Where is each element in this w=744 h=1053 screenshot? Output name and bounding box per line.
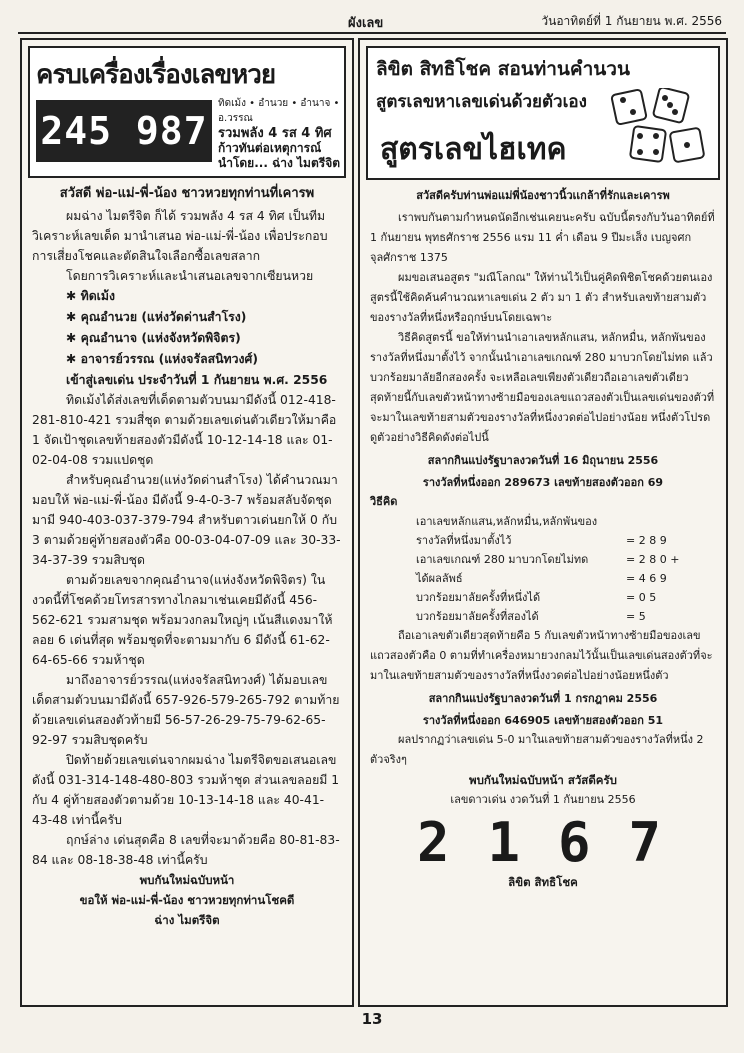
calc-label: เอาเลขเกณฑ์ 280 มาบวกโดยไม่ทด (416, 553, 589, 566)
calc-value: = 4 6 9 (626, 572, 667, 585)
lottery-result: รางวัลที่หนึ่งออก 289673 เลขท้ายสองตัวออก 69 (422, 476, 664, 489)
calc-label: เอาเลขหลักแสน,หลักหมื่น,หลักพันของ (416, 515, 598, 528)
banner-line-3: ก้าวทันต่อเหตุการณ์ (218, 141, 322, 155)
right-article (360, 186, 726, 892)
star-number-caption: เลขดาวเด่น งวดวันที่ 1 กันยายน 2556 (450, 793, 636, 806)
lottery-result: รางวัลที่หนึ่งออก 646905 เลขท้ายสองตัวออก 51 (422, 714, 664, 727)
list-item: ✱ อาจารย์วรรณ (แห่งจรัลสนิทวงศ์) (66, 349, 342, 370)
lottery-result: สลากกินแบ่งรัฐบาลงวดวันที่ 1 กรกฎาคม 2556 (428, 692, 658, 705)
paragraph: ปิดท้ายด้วยเลขเด่นจากผมฉ่าง ไมตรีจิตขอเสนอเลขดังนี้ 031-314-148-480-803 รวมห้าชุด ส่วนเลขลอยมี 1 กับ 4 คู่ท้ายสองตัวตามด้วย 10-13-14-18 และ 40-41-43-48 เท่านี้ครับ (32, 753, 340, 827)
paragraph: ตามด้วยเลขจากคุณอำนาจ(แห่งจังหวัดพิจิตร) ในงวดนี้ที่โชคด้วยโทรสารทางไกลมาเช่นเคยมีดังนี้ 456-562-621 รวมสามชุด พร้อมวงกลมใหญ่ๆ เน้นสีแดงมาให้ลอย 6 เด่นที่สุด พร้อมชุดที่จะตามมากับ 6 มีดังนี้ 61-62-64-65-66 รวมห้าชุด (32, 573, 333, 667)
banner-line-2: รวมพลัง 4 รส 4 ทิศ (218, 126, 332, 141)
expert-list (32, 286, 342, 370)
calc-label: รางวัลที่หนึ่งมาตั้งไว้ (416, 534, 512, 547)
method-title: วิธีคิด (370, 495, 398, 508)
banner-line-2: สูตรเลขหาเลขเด่นด้วยตัวเอง (376, 92, 587, 112)
signoff: ขอให้ พ่อ-แม่-พี่-น้อง ชาวหวยทุกท่านโชคดี (79, 893, 295, 907)
banner-line-1: ทิดเม้ง • อำนวย • อำนาจ • อ.วรรณ (218, 98, 340, 124)
paragraph: เข้าสู่เลขเด่น ประจำวันที่ 1 กันยายน พ.ศ. 2556 (66, 373, 328, 387)
banner-side (218, 96, 354, 171)
calc-value: = 0 5 (626, 591, 657, 604)
paragraph: สำหรับคุณอำนวย(แห่งวัดด่านสำโรง) ได้คำนวณมามอบให้ พ่อ-แม่-พี่-น้อง มีดังนี้ 9-4-0-3-7 พร้อมสลับจัดชุดมามี 940-403-037-379-794 สำหรับตาวเด่นยกให้ 0 กับ 3 ตามด้วยคู่ท้ายสองตัวคือ 00-03-04-07-09 และ 30-33-34-37-39 รวมสิบชุด (32, 473, 341, 567)
calc-row (416, 550, 716, 569)
lottery-result: สลากกินแบ่งรัฐบาลงวดวันที่ 16 มิถุนายน 2556 (427, 454, 659, 467)
calc-row (416, 531, 716, 550)
paragraph: โดยการวิเคราะห์และนำเสนอเลขจากเซียนหวย (66, 269, 314, 283)
issue-date: วันอาทิตย์ที่ 1 กันยายน พ.ศ. 2556 (541, 14, 722, 28)
page-number: 13 (361, 1010, 383, 1028)
banner-title: ครบเครื่องเรื่องเลขหวย (36, 60, 276, 90)
calc-row (416, 512, 716, 531)
banner-line-1: ลิขิต สิทธิโชค สอนท่านคำนวน (376, 58, 630, 80)
paragraph: มาถึงอาจารย์วรรณ(แห่งจรัลสนิทวงศ์) ได้มอบเลขเด็ดสามตัวบนมามีดังนี้ 657-926-579-265-792 ตามท้ายด้วยเลขเด่นสองตัวท้ายมี 56-57-26-29-75-79-62-65-92-97 รวมสิบชุดครับ (32, 673, 340, 747)
page-header (18, 6, 726, 34)
calc-row (416, 607, 716, 626)
left-article (22, 184, 352, 930)
author-name: ฉ่าง ไมตรีจิต (154, 913, 220, 927)
calc-value: = 2 8 9 (626, 534, 667, 547)
paragraph: ฤกษ์ล่าง เด่นสุดคือ 8 เลขที่จะมาด้วยคือ 80-81-83-84 และ 08-18-38-48 เท่านี้ครับ (32, 833, 340, 867)
right-column (358, 38, 728, 1007)
paragraph: เราพบกันตามกำหนดนัดอีกเช่นเคยนะครับ ฉบับนี้ตรงกับวันอาทิตย์ที่ 1 กันยายน พุทธศักราช 2556 แรม 11 ค่ำ เดือน 9 ปีมะเส็ง เบญจศก จุลศักราช 1375 (370, 211, 715, 264)
dice-icon (608, 88, 708, 168)
greeting: สวัสดี พ่อ-แม่-พี่-น้อง ชาวหวยทุกท่านที่เคารพ (59, 186, 315, 201)
calc-label: บวกร้อยมาลัยครั้งที่หนึ่งได้ (416, 591, 541, 604)
paragraph: ทิดเม้งได้ส่งเลขที่เด็ดตามตัวบนมามีดังนี้ 012-418-281-810-421 รวมสี่ชุด ตามด้วยเลขเด่นตัวเดียวให้มาคือ 1 จัดเป้าชุดเลขท้ายสองตัวมีดังนี้ 10-12-14-18 และ 01-02-04-08 รวมแปดชุด (32, 393, 337, 467)
greeting: สวัสดีครับท่านพ่อแม่พี่น้องชาวนิ้วเเกล้าที่รักและเคารพ (416, 189, 670, 202)
paragraph: วิธีคิดสูตรนี้ ขอให้ท่านนำเอาเลขหลักแสน, หลักหมื่น, หลักพันของรางวัลที่หนึ่งมาตั้งไว้ จากนั้นนำเอาเลขเกณฑ์ 280 มาบวกโดยไม่ทด แล้วบวกร้อยมาลัยอีกสองครั้ง จะเหลือเลขเพียงตัวเดียวถือเอาเลขตัวเดียวสุดท้ายนี้กับเลขตัวหน้าทางซ้ายมือของเลขแถวสองตัวเป็นเลขเด่นของตัวที่จะมาในเลขท้ายสามตัวของรางวัลที่หนึ่งงวดต่อไปอย่างน้อย หนึ่งตัวโปรดดูตัวอย่างวิธีคิดดังต่อไปนี้ (370, 331, 715, 444)
author-name: ลิขิต สิทธิโชค (508, 875, 578, 889)
calculation (416, 512, 716, 626)
list-item: ✱ คุณอำนาจ (แห่งจังหวัดพิจิตร) (66, 328, 342, 349)
publication-name: ผังเลข (348, 16, 384, 31)
list-item: ✱ ทิดเม้ง (66, 286, 342, 307)
calc-row (416, 588, 716, 607)
signoff: พบกันใหม่ฉบับหน้า สวัสดีครับ (469, 773, 617, 787)
calc-label: บวกร้อยมาลัยครั้งที่สองได้ (416, 610, 539, 623)
left-banner (28, 46, 346, 178)
number-art: 245 987 (36, 100, 212, 162)
paragraph: ผมขอเสนอสูตร "มณีโลกณ" ให้ท่านไว้เป็นคู่คิดพิชิตโชคด้วยตนเอง สูตรนี้ใช้คิดค้นคำนวณหาเลขเด่น 2 ตัว มา 1 ตัว สำหรับเลขท้ายสามตัวของรางวัลที่หนึ่งหรือฤกษ์บนโดยเฉพาะ (370, 271, 713, 324)
right-banner (366, 46, 720, 180)
signoff: พบกันใหม่ฉบับหน้า (139, 873, 235, 887)
calc-value: = 5 (626, 610, 646, 623)
featured-number: 2167 (416, 811, 700, 874)
left-column (20, 38, 354, 1007)
paragraph: ผลปรากฏว่าเลขเด่น 5-0 มาในเลขท้ายสามตัวของรางวัลที่หนึ่ง 2 ตัวจริงๆ (370, 733, 704, 766)
calc-label: ได้ผลลัพธ์ (416, 572, 463, 585)
list-item: ✱ คุณอำนวย (แห่งวัดด่านสำโรง) (66, 307, 342, 328)
paragraph: ผมฉ่าง ไมตรีจิต ก็ได้ รวมพลัง 4 รส 4 ทิศ เป็นทีมวิเคราะห์เลขเด็ด มานำเสนอ พ่อ-แม่-พี่-น้อง เพื่อประกอบการเสี่ยงโชคและตัดสินใจเลือกซื้อเลขสลาก (32, 209, 328, 263)
paragraph: ถือเอาเลขตัวเดียวสุดท้ายคือ 5 กับเลขตัวหน้าทางซ้ายมือของเลขแถวสองตัวคือ 0 ตามที่ทำเครื่องหมายวงกลมไว้นั้นเป็นเลขเด่นสองตัวที่จะมาในเลขท้ายสามตัวของรางวัลที่หนึ่งงวดต่อไปอย่างน้อยหนึ่งตัว (370, 629, 713, 682)
calc-row (416, 569, 716, 588)
calc-value: = 2 8 0 + (626, 553, 680, 566)
banner-line-4: นำโดย... ฉ่าง ไมตรีจิต (218, 156, 341, 170)
banner-title: สูตรเลขไฮเทค (380, 132, 567, 167)
